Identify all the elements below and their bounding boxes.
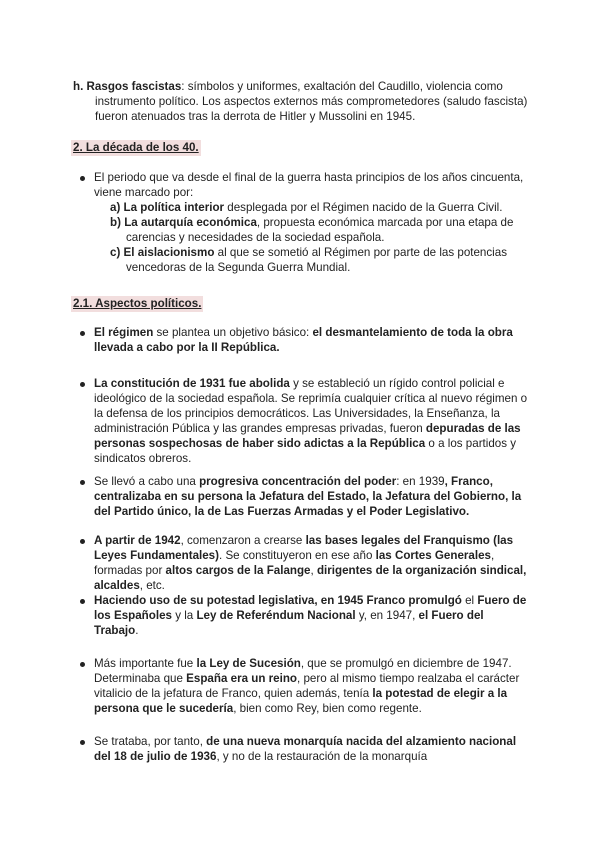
item-title: Rasgos fascistas <box>86 80 182 93</box>
bullet-potestad-legislativa: Haciendo uso de su potestad legislativa, en 1945 Franco promulgó el Fuero de los Españoles y la Ley de Referéndum Nacional y, en 1947, el Fuero del Trabajo. <box>80 593 530 638</box>
bullet-constitucion: La constitución de 1931 fue abolida y se estableció un rígido control policial e ideológico de la sociedad española. Se reprimía cualquier crítica al nuevo régimen o la defensa de los principios democráticos. Las Universidades, la Enseñanza, la administración Pública y las grandes empresas privadas, fueron depuradas de las personas sospechosas de haber sido adictas a la República o a los partidos y sindicatos obreros. <box>80 376 530 466</box>
bullet-dot <box>80 176 85 181</box>
bullet-dot <box>80 740 85 745</box>
bullet-dot <box>80 331 85 336</box>
bullet-concentracion-poder: Se llevó a cabo una progresiva concentración del poder: en 1939, Franco, centralizaba en su persona la Jefatura del Estado, la Jefatura del Gobierno, la del Partido único, la de Las Fuerzas Armadas y el Poder Legislativo. <box>80 474 530 519</box>
intro-text: El periodo que va desde el final de la guerra hasta principios de los años cincuenta, viene marcado por: <box>94 171 524 199</box>
sub-item-b: b) La autarquía económica, propuesta económica marcada por una etapa de carencias y necesidades de la sociedad española. <box>110 216 514 244</box>
section-heading-decada-40: 2. La década de los 40. <box>73 141 199 154</box>
bullet-dot <box>80 480 85 485</box>
rasgos-fascistas-paragraph <box>73 79 543 124</box>
bullet-dot <box>80 382 85 387</box>
rasgos-fascistas-item <box>73 79 543 124</box>
sub-item-c: c) El aislacionismo al que se sometió al Régimen por parte de las potencias vencedoras de la Segunda Guerra Mundial. <box>110 246 507 274</box>
bullet-dot <box>80 662 85 667</box>
item-label: h. <box>73 80 84 93</box>
sub-list <box>94 200 535 275</box>
section-heading-aspectos-politicos: 2.1. Aspectos políticos. <box>73 297 202 310</box>
bullet-bases-legales: A partir de 1942, comenzaron a crearse las bases legales del Franquismo (las Leyes Fundamentales). Se constituyeron en ese año las Cortes Generales, formadas por altos cargos de la Falange, dirigentes de la organización sindical, alcaldes, etc. <box>80 533 530 593</box>
bullet-intro <box>80 170 535 275</box>
bullet-ley-sucesion: Más importante fue la Ley de Sucesión, que se promulgó en diciembre de 1947. Determinaba que España era un reino, pero al mismo tiempo realzaba el carácter vitalicio de la jefatura de Franco, quien además, tenía la potestad de elegir a la persona que le sucedería, bien como Rey, bien como regente. <box>80 656 530 716</box>
bullet-dot <box>80 599 85 604</box>
item-text: : símbolos y uniformes, exaltación del Caudillo, violencia como instrumento político. Los aspectos externos más comprometedores (saludo fascista) fueron atenuados tras la derrota de Hitler y Mussolini en 1945. <box>95 80 528 123</box>
bullet-dot <box>80 539 85 544</box>
sub-item-a: a) La política interior desplegada por el Régimen nacido de la Guerra Civil. <box>110 201 503 214</box>
bullet-regimen: El régimen se plantea un objetivo básico: el desmantelamiento de toda la obra llevada a cabo por la II República. <box>80 325 530 355</box>
bullet-nueva-monarquia: Se trataba, por tanto, de una nueva monarquía nacida del alzamiento nacional del 18 de julio de 1936, y no de la restauración de la monarquía <box>80 734 530 764</box>
